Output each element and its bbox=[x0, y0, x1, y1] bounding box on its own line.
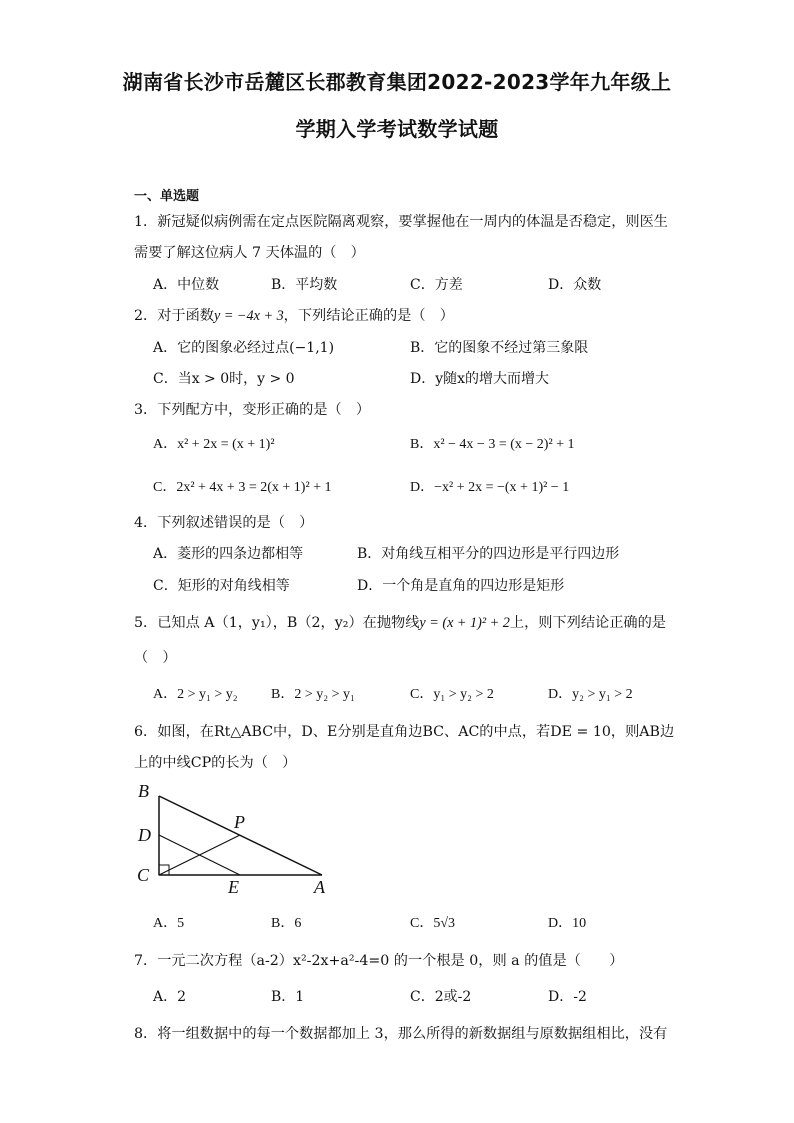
q7-stem: 7．一元二次方程（a-2）x²-2x+a²-4=0 的一个根是 0，则 a 的值是（ ） bbox=[134, 953, 624, 969]
q2-option-d: D．y随x的增大而增大 bbox=[410, 371, 550, 387]
q4-option-b: B．对角线互相平分的四边形是平行四边形 bbox=[357, 546, 620, 562]
q5-option-c: C．y₁ > y₂ > 2 bbox=[410, 687, 494, 702]
q5-option-d: D．y₂ > y₁ > 2 bbox=[548, 687, 633, 702]
q4-option-a: A．菱形的四条边都相等 bbox=[153, 546, 304, 562]
q3-stem: 3．下列配方中，变形正确的是（ ） bbox=[134, 402, 371, 418]
q2-stem-suffix: ，下列结论正确的是（ ） bbox=[283, 308, 454, 324]
q6-stem-line1: 6．如图，在Rt△ABC中，D、E分别是直角边BC、AC的中点，若DE = 10，则AB边 bbox=[134, 724, 675, 740]
q5-option-a: A．2 > y₁ > y₂ bbox=[153, 687, 238, 702]
q6-option-b: B．6 bbox=[271, 916, 302, 931]
q6-option-c: C．5√3 bbox=[410, 916, 456, 931]
q2-option-c: C．当x > 0时，y > 0 bbox=[153, 371, 295, 387]
q5-option-b: B．2 > y₂ > y₁ bbox=[271, 687, 355, 702]
q8-stem: 8．将一组数据中的每一个数据都加上 3，那么所得的新数据组与原数据组相比，没有 bbox=[134, 1026, 668, 1042]
q5-stem-prefix: 5．已知点 A（1，y₁），B（2，y₂）在抛物线 bbox=[134, 615, 420, 631]
q4-option-d: D．一个角是直角的四边形是矩形 bbox=[357, 578, 565, 594]
q3-option-d: D．−x² + 2x = −(x + 1)² − 1 bbox=[410, 480, 570, 495]
q1-option-a: A．中位数 bbox=[153, 277, 220, 293]
label-c: C bbox=[137, 865, 150, 885]
label-b: B bbox=[138, 781, 149, 801]
q6-option-a: A．5 bbox=[153, 916, 185, 931]
label-d: D bbox=[138, 825, 151, 845]
q2-stem bbox=[134, 307, 454, 325]
page-title-line1: 湖南省长沙市岳麓区长郡教育集团2022-2023学年九年级上 bbox=[122, 70, 672, 94]
right-angle-mark bbox=[159, 865, 169, 875]
q1-option-c: C．方差 bbox=[410, 277, 463, 293]
q6-triangle-figure bbox=[130, 778, 340, 898]
q7-option-c: C．2或-2 bbox=[410, 989, 472, 1005]
page-title-line2: 学期入学考试数学试题 bbox=[295, 117, 499, 141]
q1-option-b: B．平均数 bbox=[271, 277, 338, 293]
label-e: E bbox=[228, 877, 239, 897]
q6-stem-line2: 上的中线CP的长为（ ） bbox=[134, 755, 297, 771]
q3-option-c: C．2x² + 4x + 3 = 2(x + 1)² + 1 bbox=[153, 480, 332, 495]
q5-stem-line2: （ ） bbox=[134, 650, 177, 666]
q2-stem-prefix: 2．对于函数 bbox=[134, 308, 214, 324]
q7-option-a: A．2 bbox=[153, 989, 187, 1005]
label-p: P bbox=[234, 812, 245, 832]
q3-option-a: A．x² + 2x = (x + 1)² bbox=[153, 437, 275, 452]
q2-function-formula: y = −4x + 3 bbox=[213, 308, 284, 324]
q4-stem: 4．下列叙述错误的是（ ） bbox=[134, 515, 314, 531]
q1-stem-line2: 需要了解这位病人 7 天体温的（ ） bbox=[134, 245, 365, 261]
q2-option-b: B．它的图象不经过第三象限 bbox=[410, 340, 589, 356]
q2-option-a: A．它的图象必经过点(−1,1) bbox=[153, 340, 335, 356]
q3-option-b: B．x² − 4x − 3 = (x − 2)² + 1 bbox=[410, 437, 575, 452]
q7-option-d: D．-2 bbox=[548, 989, 587, 1005]
section-heading-single-choice: 一、单选题 bbox=[134, 189, 200, 204]
q5-stem-suffix: 上，则下列结论正确的是 bbox=[509, 615, 666, 631]
q4-option-c: C．矩形的对角线相等 bbox=[153, 578, 290, 594]
label-a: A bbox=[314, 877, 325, 897]
q7-option-b: B．1 bbox=[271, 989, 305, 1005]
q1-stem-line1: 1．新冠疑似病例需在定点医院隔离观察，要掌握他在一周内的体温是否稳定，则医生 bbox=[134, 214, 668, 230]
q6-option-d: D．10 bbox=[548, 916, 587, 931]
q1-option-d: D．众数 bbox=[548, 277, 602, 293]
q5-parabola-formula: y = (x + 1)² + 2 bbox=[419, 615, 510, 631]
q5-stem bbox=[134, 614, 666, 632]
